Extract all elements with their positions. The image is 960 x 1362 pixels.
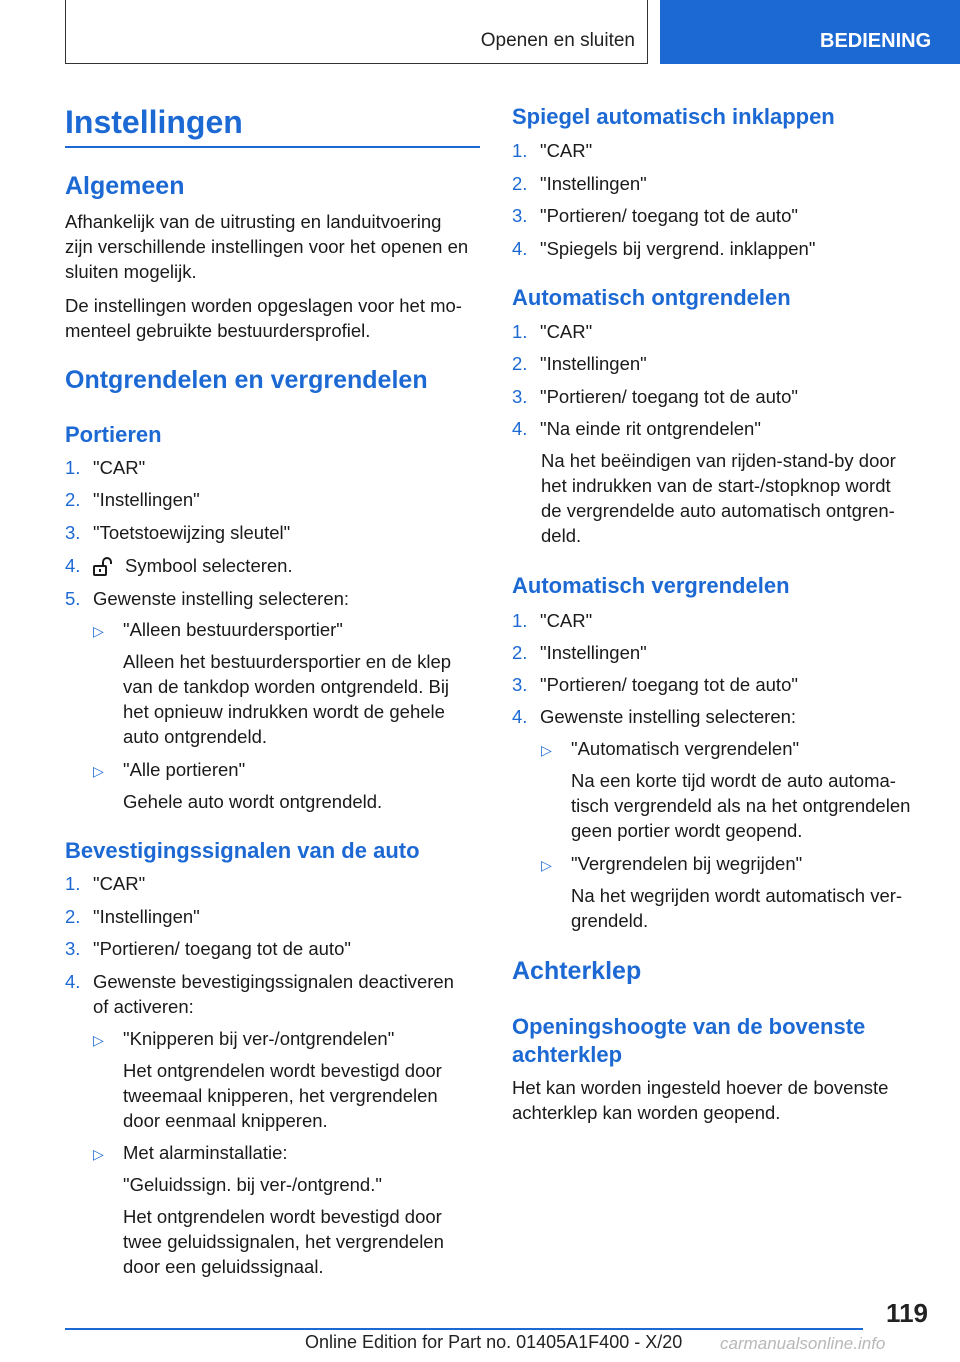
header-chapter-box [65,0,648,64]
heading-openingshoogte [512,1013,865,1069]
text-line: deld. [541,525,582,546]
text-line: Het kan worden ingesteld hoever de bovenste [512,1077,889,1098]
page-number: 119 [886,1298,928,1328]
paragraph-algemeen-1 [65,209,485,284]
list-item-text: "CAR" [93,873,146,894]
list-item-text: "Instellingen" [540,173,647,194]
text-line: Het ontgrendelen wordt bevestigd door [123,1060,442,1081]
text-line: of activeren: [93,996,194,1017]
list-item-text: "Instellingen" [93,906,200,927]
text-line: Afhankelijk van de uitrusting en landuitvoering [65,211,442,232]
footer-rule [65,1328,863,1330]
heading-algemeen: Algemeen [65,172,185,200]
list-item-text: "Portieren/ toegang tot de auto" [93,938,351,959]
text-line: Gewenste bevestigingssignalen deactiveren [93,971,454,992]
text-line: geen portier wordt geopend. [571,820,803,841]
text-line: grendeld. [571,910,649,931]
heading-achterklep: Achterklep [512,957,642,985]
bullet-description [571,883,902,933]
bullet-subline: "Geluidssign. bij ver-/ontgrend." [123,1174,382,1195]
text-line: van de tankdop worden ontgrendeld. Bij [123,676,450,697]
bullet-text: "Automatisch vergrendelen" [571,738,800,759]
bullet-text: Met alarminstallatie: [123,1142,288,1163]
list-item-description [541,448,896,548]
list-item-text: "Instellingen" [540,353,647,374]
unlock-icon [93,557,115,577]
bullet-description [123,1058,442,1133]
watermark: carmanualsonline.info [720,1334,886,1353]
text-line: de vergrendelde auto automatisch ontgren- [541,500,895,521]
heading-bevestiging: Bevestigingssignalen van de auto [65,838,420,863]
heading-ontgrendelen: Ontgrendelen en vergrendelen [65,366,428,394]
text-line: De instellingen worden opgeslagen voor het mo- [65,295,462,316]
list-item-text: "CAR" [540,610,593,631]
heading-line: achterklep [512,1042,623,1067]
list-item-text: "Spiegels bij vergrend. inklappen" [540,238,816,259]
list-item-text: "Portieren/ toegang tot de auto" [540,386,798,407]
list-item-text: "CAR" [540,140,593,161]
text-line: tweemaal knipperen, het vergrendelen [123,1085,438,1106]
list-item-text: "Instellingen" [540,642,647,663]
text-line: twee geluidssignalen, het vergrendelen [123,1231,444,1252]
bullet-text: "Vergrendelen bij wegrijden" [571,853,803,874]
edition-text: Online Edition for Part no. 01405A1F400 - X/20 [305,1332,683,1352]
chapter-title: Openen en sluiten [480,30,635,51]
text-line: zijn verschillende instellingen voor het openen en [65,236,469,257]
bullet-text: "Alleen bestuurdersportier" [123,619,343,640]
heading-spiegel: Spiegel automatisch inklappen [512,104,835,129]
text-line: Het ontgrendelen wordt bevestigd door [123,1206,442,1227]
list-item-text: Gewenste instelling selecteren: [540,706,797,727]
list-item-text: "CAR" [93,457,146,478]
text-line: het indrukken van de start-/stopknop wordt [541,475,891,496]
text-line: Na een korte tijd wordt de auto automa- [571,770,896,791]
list-item-text: Symbool selecteren. [125,555,293,576]
bullet-text: "Knipperen bij ver-/ontgrendelen" [123,1028,395,1049]
text-line: menteel gebruikte bestuurdersprofiel. [65,320,371,341]
heading-portieren: Portieren [65,422,162,447]
text-line: het opnieuw indrukken wordt de gehele [123,701,445,722]
text-line: tisch vergrendeld als na het ontgrendelen [571,795,911,816]
list-item-text: "Instellingen" [93,489,200,510]
text-line: door een geluidssignaal. [123,1256,324,1277]
text-line: Alleen het bestuurdersportier en de klep [123,651,452,672]
bullet-description [123,649,451,749]
text-line: door eenmaal knipperen. [123,1110,328,1131]
list-item-text: "Na einde rit ontgrendelen" [540,418,761,439]
list-item-text: "Toetstoewijzing sleutel" [93,522,291,543]
list-item-text: "Portieren/ toegang tot de auto" [540,205,798,226]
bullet-description [123,1204,444,1279]
heading-auto-ontgrendelen: Automatisch ontgrendelen [512,285,791,310]
text-line: Na het wegrijden wordt automatisch ver- [571,885,903,906]
title-rule [65,146,480,148]
heading-line: Openingshoogte van de bovenste [512,1014,866,1039]
paragraph-achterklep [512,1075,888,1125]
text-line: sluiten mogelijk. [65,261,197,282]
text-line: achterklep kan worden geopend. [512,1102,781,1123]
paragraph-algemeen-2 [65,293,485,343]
bullet-text: "Alle portieren" [123,759,246,780]
text-line: Na het beëindigen van rijden-stand-by door [541,450,896,471]
list-item-text: "CAR" [540,321,593,342]
heading-auto-vergrendelen: Automatisch vergrendelen [512,573,790,598]
list-item-text: "Portieren/ toegang tot de auto" [540,674,798,695]
bullet-description [571,768,910,843]
text-line: auto ontgrendeld. [123,726,268,747]
page-title: Instellingen [65,104,243,140]
list-item-text: Gewenste instelling selecteren: [93,588,350,609]
bullet-description [123,789,382,814]
section-tab: BEDIENING [660,0,960,64]
text-line: Gehele auto wordt ontgrendeld. [123,791,383,812]
